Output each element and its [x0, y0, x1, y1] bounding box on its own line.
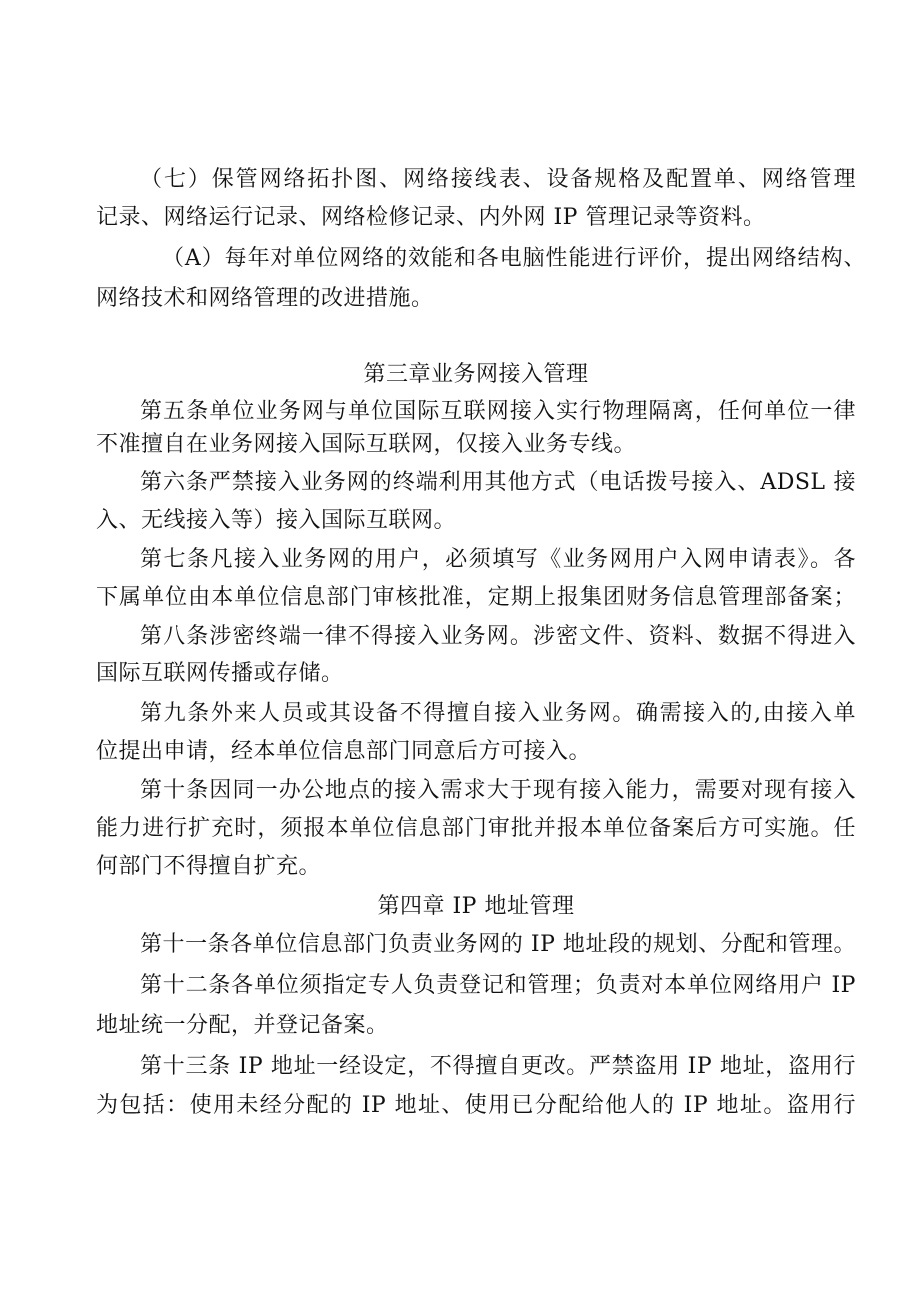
- paragraph-line: 何部门不得擅自扩充。: [96, 854, 322, 879]
- paragraph-line: 记录、网络运行记录、网络检修记录、内外网 IP 管理记录等资料。: [96, 205, 766, 230]
- paragraph-line: 能力进行扩充时，须报本单位信息部门审批并报本单位备案后方可实施。任: [96, 816, 856, 841]
- paragraph-line: 第六条严禁接入业务网的终端利用其他方式（电话拨号接入、ADSL 接: [140, 470, 856, 495]
- paragraph-line: 地址统一分配，并登记备案。: [96, 1013, 389, 1038]
- paragraph-line: 第七条凡接入业务网的用户，必须填写《业务网用户入网申请表》。各: [140, 547, 856, 572]
- chapter-heading: 第三章业务网接入管理: [363, 362, 589, 387]
- paragraph-line: 下属单位由本单位信息部门审核批准，定期上报集团财务信息管理部备案；: [96, 585, 856, 610]
- paragraph-line: 第十条因同一办公地点的接入需求大于现有接入能力，需要对现有接入: [140, 778, 856, 803]
- paragraph-line: 第九条外来人员或其设备不得擅自接入业务网。确需接入的,由接入单: [140, 701, 856, 726]
- paragraph-line: 第十三条 IP 地址一经设定，不得擅自更改。严禁盗用 IP 地址，盗用行: [140, 1054, 856, 1079]
- paragraph-line: 位提出申请，经本单位信息部门同意后方可接入。: [96, 739, 592, 764]
- paragraph-line: 第十一条各单位信息部门负责业务网的 IP 地址段的规划、分配和管理。: [140, 932, 856, 957]
- paragraph-line: 入、无线接入等）接入国际互联网。: [96, 508, 457, 533]
- paragraph-line: 网络技术和网络管理的改进措施。: [96, 286, 434, 311]
- paragraph-line: 第五条单位业务网与单位国际互联网接入实行物理隔离，任何单位一律: [140, 399, 856, 424]
- chapter-heading: 第四章 IP 地址管理: [377, 894, 575, 919]
- paragraph-line: 为包括：使用未经分配的 IP 地址、使用已分配给他人的 IP 地址。盗用行: [96, 1093, 856, 1118]
- paragraph-line: 不准擅自在业务网接入国际互联网，仅接入业务专线。: [96, 432, 637, 457]
- paragraph-line: 第十二条各单位须指定专人负责登记和管理；负责对本单位网络用户 IP: [140, 973, 856, 998]
- paragraph-line: 国际互联网传播或存储。: [96, 661, 344, 686]
- paragraph-line: 第八条涉密终端一律不得接入业务网。涉密文件、资料、数据不得进入: [140, 624, 856, 649]
- paragraph-line: （A）每年对单位网络的效能和各电脑性能进行评价，提出网络结构、: [162, 246, 866, 271]
- paragraph-line: （七）保管网络拓扑图、网络接线表、设备规格及配置单、网络管理: [140, 167, 856, 192]
